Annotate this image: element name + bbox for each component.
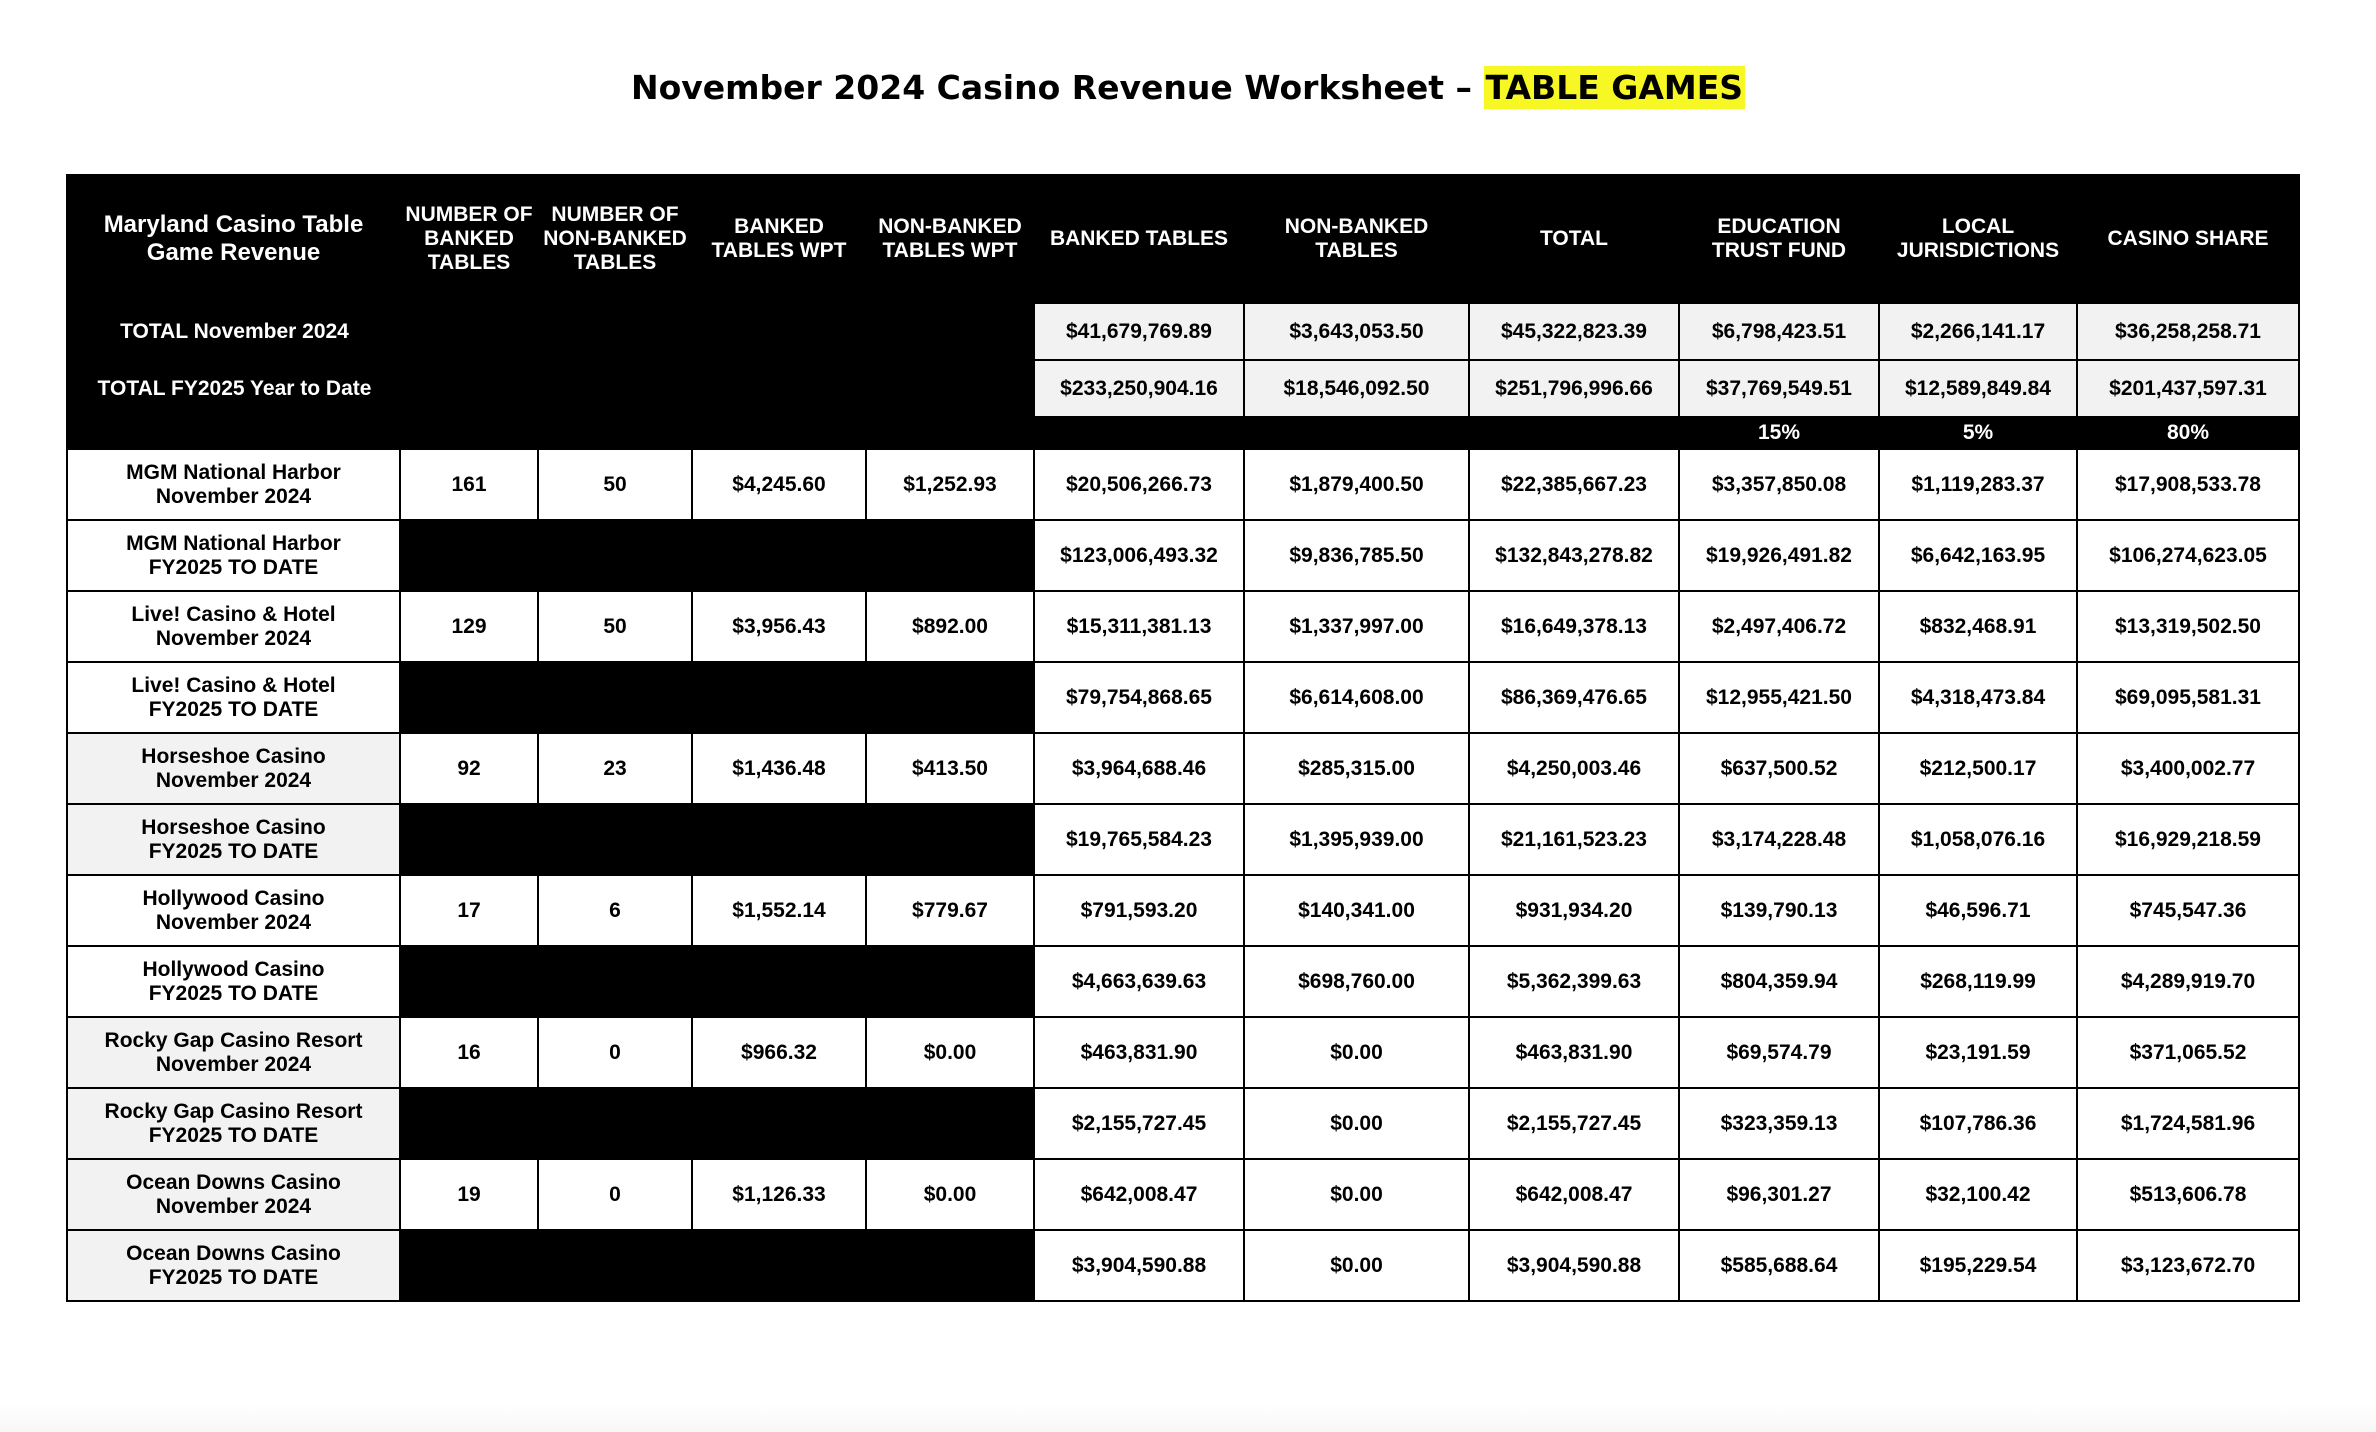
cell-nonbanked: $1,337,997.00 [1244,591,1469,662]
total-nonbanked: $3,643,053.50 [1244,303,1469,360]
cell-nonbanked: $1,879,400.50 [1244,449,1469,520]
cell-banked: $3,904,590.88 [1034,1230,1244,1301]
cell-education: $19,926,491.82 [1679,520,1879,591]
cell-nonbanked: $9,836,785.50 [1244,520,1469,591]
cell-nbt: 16 [400,1017,538,1088]
title-main: November 2024 Casino Revenue Worksheet – [630,68,1484,107]
cell-nnbt: 0 [538,1017,692,1088]
header-nonbanked-wpt: NON-BANKED TABLES WPT [866,175,1034,303]
cell-casino: $4,289,919.70 [2077,946,2299,1017]
cell-nonbanked: $698,760.00 [1244,946,1469,1017]
blank-cell [400,804,1034,875]
casino-name: Horseshoe Casino [141,815,326,839]
casino-period: FY2025 TO DATE [148,1265,319,1289]
casino-period: November 2024 [155,768,312,792]
header-nonbanked: NON-BANKED TABLES [1244,175,1469,303]
cell-bwpt: $3,956.43 [692,591,866,662]
cell-nnbt: 0 [538,1159,692,1230]
cell-casino: $513,606.78 [2077,1159,2299,1230]
casino-name-cell [67,520,400,591]
cell-local: $4,318,473.84 [1879,662,2077,733]
table-row [67,662,2299,733]
cell-total: $642,008.47 [1469,1159,1679,1230]
header-num-nonbanked: NUMBER OF NON-BANKED TABLES [538,175,692,303]
cell-nnbt: 6 [538,875,692,946]
header-row [67,175,2299,303]
total-total: $251,796,996.66 [1469,360,1679,417]
cell-nonbanked: $285,315.00 [1244,733,1469,804]
cell-nonbanked: $1,395,939.00 [1244,804,1469,875]
cell-nbt: 19 [400,1159,538,1230]
cell-education: $323,359.13 [1679,1088,1879,1159]
cell-nbwpt: $1,252.93 [866,449,1034,520]
cell-education: $69,574.79 [1679,1017,1879,1088]
cell-bwpt: $1,552.14 [692,875,866,946]
cell-banked: $463,831.90 [1034,1017,1244,1088]
cell-total: $21,161,523.23 [1469,804,1679,875]
cell-local: $1,058,076.16 [1879,804,2077,875]
total-row [67,360,2299,417]
cell-nbt: 129 [400,591,538,662]
cell-bwpt: $1,126.33 [692,1159,866,1230]
header-education: EDUCATION TRUST FUND [1679,175,1879,303]
cell-total: $3,904,590.88 [1469,1230,1679,1301]
casino-name: Hollywood Casino [142,957,325,981]
header-local: LOCAL JURISDICTIONS [1879,175,2077,303]
cell-education: $2,497,406.72 [1679,591,1879,662]
cell-nonbanked: $0.00 [1244,1230,1469,1301]
casino-name-cell [67,1159,400,1230]
header-banked: BANKED TABLES [1034,175,1244,303]
blank-cell [400,662,1034,733]
cell-total: $2,155,727.45 [1469,1088,1679,1159]
cell-banked: $79,754,868.65 [1034,662,1244,733]
cell-nonbanked: $0.00 [1244,1017,1469,1088]
total-banked: $233,250,904.16 [1034,360,1244,417]
cell-total: $463,831.90 [1469,1017,1679,1088]
cell-nnbt: 23 [538,733,692,804]
casino-name: Ocean Downs Casino [126,1241,341,1265]
header-num-banked: NUMBER OF BANKED TABLES [400,175,538,303]
casino-period: November 2024 [155,626,312,650]
total-total: $45,322,823.39 [1469,303,1679,360]
cell-banked: $3,964,688.46 [1034,733,1244,804]
cell-education: $139,790.13 [1679,875,1879,946]
cell-casino: $17,908,533.78 [2077,449,2299,520]
cell-nnbt: 50 [538,449,692,520]
casino-name: Live! Casino & Hotel [131,602,336,626]
cell-total: $22,385,667.23 [1469,449,1679,520]
cell-total: $16,649,378.13 [1469,591,1679,662]
revenue-table [66,174,2300,1302]
cell-casino: $371,065.52 [2077,1017,2299,1088]
cell-total: $132,843,278.82 [1469,520,1679,591]
casino-period: FY2025 TO DATE [148,1123,319,1147]
cell-total: $86,369,476.65 [1469,662,1679,733]
cell-casino: $3,400,002.77 [2077,733,2299,804]
cell-nbt: 161 [400,449,538,520]
cell-education: $96,301.27 [1679,1159,1879,1230]
title-highlight: TABLE GAMES [1485,68,1744,107]
cell-local: $195,229.54 [1879,1230,2077,1301]
cell-bwpt: $1,436.48 [692,733,866,804]
cell-total: $5,362,399.63 [1469,946,1679,1017]
casino-name-cell [67,591,400,662]
casino-name-cell [67,1017,400,1088]
cell-banked: $123,006,493.32 [1034,520,1244,591]
casino-name: Hollywood Casino [142,886,325,910]
cell-casino: $3,123,672.70 [2077,1230,2299,1301]
cell-local: $1,119,283.37 [1879,449,2077,520]
blank-cell [400,520,1034,591]
casino-period: FY2025 TO DATE [148,981,319,1005]
cell-local: $107,786.36 [1879,1088,2077,1159]
casino-name: Rocky Gap Casino Resort [104,1099,363,1123]
cell-casino: $1,724,581.96 [2077,1088,2299,1159]
total-label: TOTAL November 2024 [67,303,1034,360]
total-local: $2,266,141.17 [1879,303,2077,360]
cell-education: $804,359.94 [1679,946,1879,1017]
header-casino: Maryland Casino Table Game Revenue [67,175,400,303]
table-row [67,591,2299,662]
cell-banked: $791,593.20 [1034,875,1244,946]
total-casino: $201,437,597.31 [2077,360,2299,417]
table-row [67,1088,2299,1159]
cell-nbwpt: $413.50 [866,733,1034,804]
table-row [67,449,2299,520]
cell-bwpt: $966.32 [692,1017,866,1088]
cell-casino: $69,095,581.31 [2077,662,2299,733]
total-nonbanked: $18,546,092.50 [1244,360,1469,417]
cell-banked: $2,155,727.45 [1034,1088,1244,1159]
cell-casino: $16,929,218.59 [2077,804,2299,875]
total-education: $37,769,549.51 [1679,360,1879,417]
casino-name-cell [67,733,400,804]
table-row [67,733,2299,804]
percent-education: 15% [1679,417,1879,449]
cell-nbt: 17 [400,875,538,946]
casino-name: Live! Casino & Hotel [131,673,336,697]
percent-spacer [67,417,1679,449]
casino-name-cell [67,946,400,1017]
casino-name: Horseshoe Casino [141,744,326,768]
table-row [67,520,2299,591]
casino-period: November 2024 [155,1052,312,1076]
cell-nbwpt: $892.00 [866,591,1034,662]
cell-local: $6,642,163.95 [1879,520,2077,591]
total-label: TOTAL FY2025 Year to Date [67,360,1034,417]
cell-nonbanked: $0.00 [1244,1159,1469,1230]
total-local: $12,589,849.84 [1879,360,2077,417]
cell-nbt: 92 [400,733,538,804]
page-title [0,68,2376,107]
cell-local: $23,191.59 [1879,1017,2077,1088]
casino-name: MGM National Harbor [126,531,341,555]
cell-education: $3,357,850.08 [1679,449,1879,520]
cell-banked: $15,311,381.13 [1034,591,1244,662]
casino-period: FY2025 TO DATE [148,697,319,721]
cell-nonbanked: $140,341.00 [1244,875,1469,946]
cell-banked: $19,765,584.23 [1034,804,1244,875]
cell-education: $3,174,228.48 [1679,804,1879,875]
cell-bwpt: $4,245.60 [692,449,866,520]
table-row [67,1159,2299,1230]
cell-local: $832,468.91 [1879,591,2077,662]
cell-nbwpt: $779.67 [866,875,1034,946]
casino-name-cell [67,662,400,733]
total-banked: $41,679,769.89 [1034,303,1244,360]
blank-cell [400,1230,1034,1301]
table-row [67,946,2299,1017]
cell-nbwpt: $0.00 [866,1159,1034,1230]
total-row [67,303,2299,360]
cell-nnbt: 50 [538,591,692,662]
header-banked-wpt: BANKED TABLES WPT [692,175,866,303]
cell-nonbanked: $0.00 [1244,1088,1469,1159]
casino-period: November 2024 [155,484,312,508]
header-total: TOTAL [1469,175,1679,303]
cell-banked: $4,663,639.63 [1034,946,1244,1017]
cell-local: $32,100.42 [1879,1159,2077,1230]
cell-education: $12,955,421.50 [1679,662,1879,733]
header-casino-share: CASINO SHARE [2077,175,2299,303]
cell-local: $212,500.17 [1879,733,2077,804]
casino-name: Rocky Gap Casino Resort [104,1028,363,1052]
casino-name: Ocean Downs Casino [126,1170,341,1194]
casino-name-cell [67,804,400,875]
casino-period: November 2024 [155,1194,312,1218]
cell-nbwpt: $0.00 [866,1017,1034,1088]
cell-local: $268,119.99 [1879,946,2077,1017]
cell-banked: $20,506,266.73 [1034,449,1244,520]
casino-period: FY2025 TO DATE [148,839,319,863]
casino-name-cell [67,1088,400,1159]
table-row [67,1017,2299,1088]
cell-casino: $745,547.36 [2077,875,2299,946]
casino-name-cell [67,449,400,520]
casino-name-cell [67,875,400,946]
cell-casino: $106,274,623.05 [2077,520,2299,591]
total-casino: $36,258,258.71 [2077,303,2299,360]
casino-name-cell [67,1230,400,1301]
casino-period: November 2024 [155,910,312,934]
blank-cell [400,1088,1034,1159]
percent-row [67,417,2299,449]
table-row [67,875,2299,946]
table-row [67,804,2299,875]
cell-education: $637,500.52 [1679,733,1879,804]
casino-period: FY2025 TO DATE [148,555,319,579]
page-bottom-edge [0,1404,2376,1432]
casino-name: MGM National Harbor [126,460,341,484]
cell-casino: $13,319,502.50 [2077,591,2299,662]
total-education: $6,798,423.51 [1679,303,1879,360]
cell-education: $585,688.64 [1679,1230,1879,1301]
cell-nonbanked: $6,614,608.00 [1244,662,1469,733]
cell-total: $4,250,003.46 [1469,733,1679,804]
table-row [67,1230,2299,1301]
percent-casino: 80% [2077,417,2299,449]
cell-banked: $642,008.47 [1034,1159,1244,1230]
percent-local: 5% [1879,417,2077,449]
cell-local: $46,596.71 [1879,875,2077,946]
blank-cell [400,946,1034,1017]
cell-total: $931,934.20 [1469,875,1679,946]
